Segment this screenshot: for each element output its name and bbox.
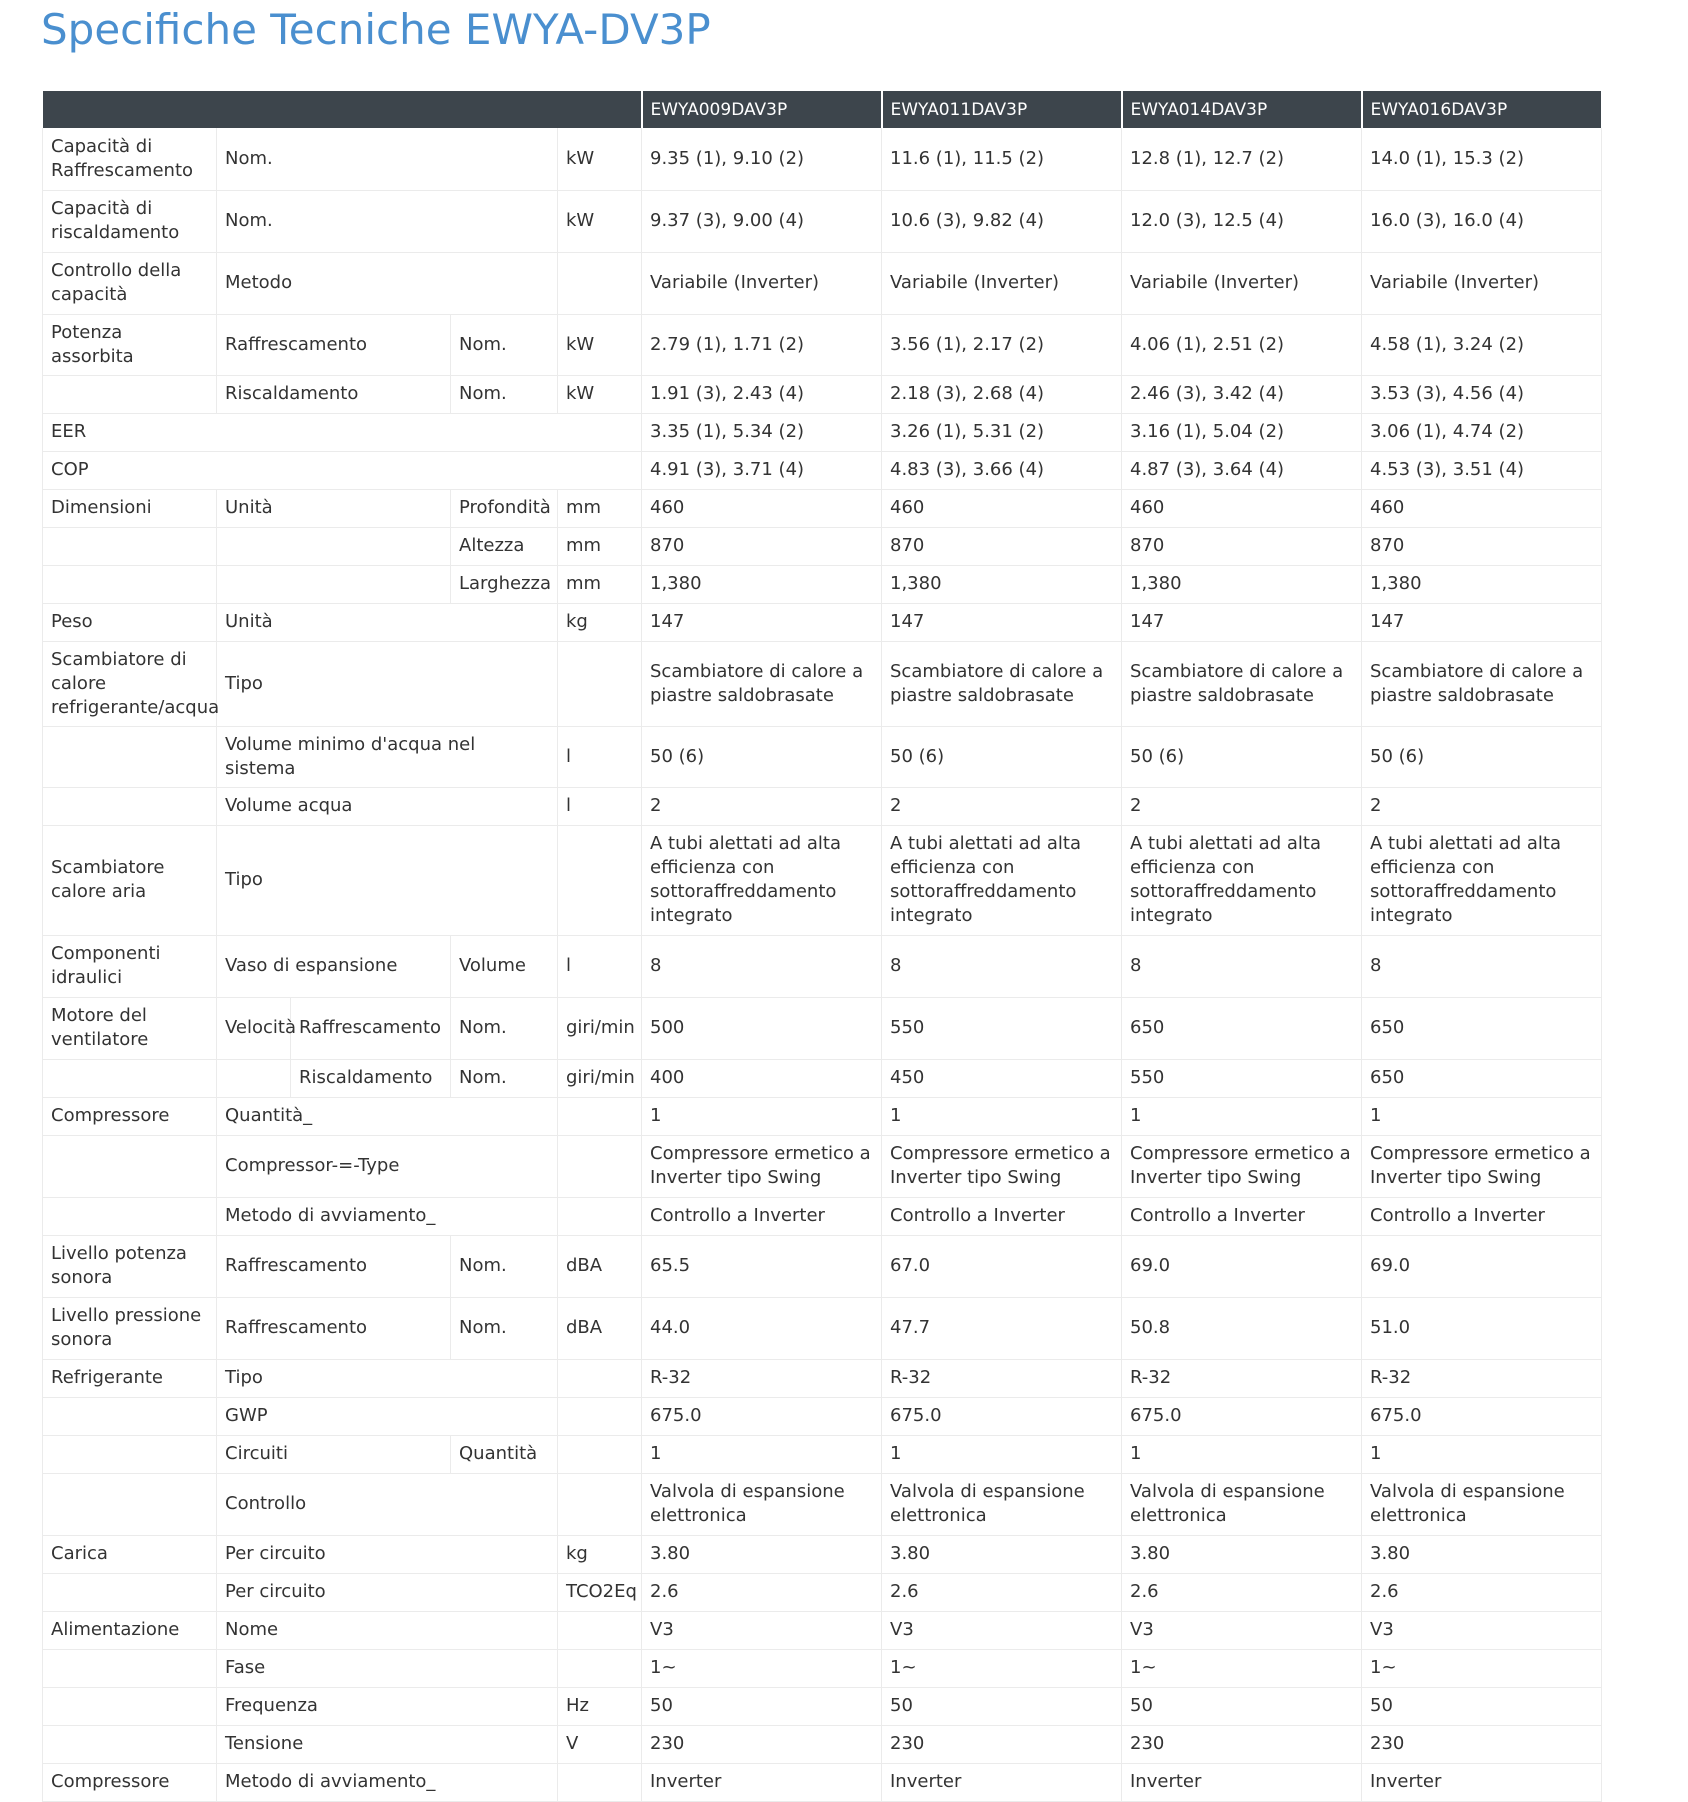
value-cell: V3 — [1122, 1611, 1362, 1649]
model-header: EWYA016DAV3P — [1362, 91, 1602, 128]
value-cell: 450 — [882, 1059, 1122, 1097]
value-cell: 1 — [882, 1435, 1122, 1473]
row-label: Livello pressione sonora — [43, 1297, 217, 1359]
row-label — [43, 1135, 217, 1197]
row-label: Alimentazione — [43, 1611, 217, 1649]
table-row — [43, 825, 1602, 935]
value-cell: 50 — [882, 1687, 1122, 1725]
value-cell: R-32 — [1122, 1359, 1362, 1397]
row-label: Controllo della capacità — [43, 252, 217, 314]
param-label: Frequenza — [217, 1687, 558, 1725]
value-cell: 44.0 — [642, 1297, 882, 1359]
value-cell: Scambiatore di calore a piastre saldobrasate — [1122, 641, 1362, 726]
value-cell: 650 — [1362, 1059, 1602, 1097]
value-cell: 3.56 (1), 2.17 (2) — [882, 314, 1122, 375]
row-label: Compressore — [43, 1097, 217, 1135]
table-row — [43, 1473, 1602, 1535]
sub-label: Nom. — [451, 1297, 558, 1359]
value-cell: 4.06 (1), 2.51 (2) — [1122, 314, 1362, 375]
value-cell: 8 — [882, 935, 1122, 997]
row-label — [43, 1725, 217, 1763]
value-cell: 1 — [1122, 1435, 1362, 1473]
unit-cell: giri/min — [558, 1059, 642, 1097]
sub-label: Profondità — [451, 489, 558, 527]
row-label: Capacità di Raffrescamento — [43, 128, 217, 190]
table-row — [43, 1197, 1602, 1235]
sub-label: Nom. — [451, 314, 558, 375]
sub-label: Nom. — [451, 997, 558, 1059]
value-cell: 1,380 — [642, 565, 882, 603]
value-cell: Variabile (Inverter) — [1362, 252, 1602, 314]
table-row — [43, 1097, 1602, 1135]
value-cell: 2.18 (3), 2.68 (4) — [882, 375, 1122, 413]
unit-cell: kW — [558, 190, 642, 252]
value-cell: 675.0 — [1122, 1397, 1362, 1435]
param-label: GWP — [217, 1397, 558, 1435]
unit-cell: l — [558, 726, 642, 787]
unit-cell — [558, 1097, 642, 1135]
row-label: Peso — [43, 603, 217, 641]
unit-cell: l — [558, 935, 642, 997]
param-label: Volume minimo d'acqua nel sistema — [217, 726, 558, 787]
header-blank — [43, 91, 642, 128]
row-label — [43, 1397, 217, 1435]
value-cell: 9.35 (1), 9.10 (2) — [642, 128, 882, 190]
unit-cell: mm — [558, 527, 642, 565]
value-cell: 650 — [1122, 997, 1362, 1059]
value-cell: 4.53 (3), 3.51 (4) — [1362, 451, 1602, 489]
row-label: Compressore — [43, 1763, 217, 1801]
table-row — [43, 314, 1602, 375]
unit-cell: kW — [558, 314, 642, 375]
value-cell: 1,380 — [1362, 565, 1602, 603]
row-label — [43, 565, 217, 603]
value-cell: Compressore ermetico a Inverter tipo Swing — [642, 1135, 882, 1197]
value-cell: 3.80 — [1122, 1535, 1362, 1573]
unit-cell: TCO2Eq — [558, 1573, 642, 1611]
value-cell: Valvola di espansione elettronica — [1362, 1473, 1602, 1535]
param-label: Tensione — [217, 1725, 558, 1763]
value-cell: A tubi alettati ad alta efficienza con sottoraffreddamento integrato — [642, 825, 882, 935]
value-cell: R-32 — [642, 1359, 882, 1397]
value-cell: A tubi alettati ad alta efficienza con sottoraffreddamento integrato — [1122, 825, 1362, 935]
unit-cell: kg — [558, 1535, 642, 1573]
value-cell: 50 — [1122, 1687, 1362, 1725]
value-cell: 1~ — [1122, 1649, 1362, 1687]
value-cell: Compressore ermetico a Inverter tipo Swing — [1362, 1135, 1602, 1197]
value-cell: 50 (6) — [1122, 726, 1362, 787]
value-cell: V3 — [642, 1611, 882, 1649]
sub-label: Volume — [451, 935, 558, 997]
speed-mode-label: Raffrescamento — [299, 1017, 442, 1038]
value-cell: 3.80 — [642, 1535, 882, 1573]
param-label: Volume acqua — [217, 787, 558, 825]
value-cell: 230 — [882, 1725, 1122, 1763]
value-cell: Variabile (Inverter) — [882, 252, 1122, 314]
unit-cell — [558, 1611, 642, 1649]
value-cell: 1,380 — [1122, 565, 1362, 603]
value-cell: 3.53 (3), 4.56 (4) — [1362, 375, 1602, 413]
value-cell: 9.37 (3), 9.00 (4) — [642, 190, 882, 252]
table-row — [43, 451, 1602, 489]
model-header: EWYA011DAV3P — [882, 91, 1122, 128]
value-cell: 4.91 (3), 3.71 (4) — [642, 451, 882, 489]
table-row — [43, 1535, 1602, 1573]
value-cell: 50.8 — [1122, 1297, 1362, 1359]
param-label: Per circuito — [217, 1535, 558, 1573]
table-row — [43, 128, 1602, 190]
value-cell: 1 — [1362, 1435, 1602, 1473]
value-cell: 50 (6) — [1362, 726, 1602, 787]
value-cell: 8 — [1362, 935, 1602, 997]
value-cell: 500 — [642, 997, 882, 1059]
unit-cell: giri/min — [558, 997, 642, 1059]
value-cell: 2.6 — [1362, 1573, 1602, 1611]
unit-cell: l — [558, 787, 642, 825]
speed-cell — [217, 1059, 451, 1097]
value-cell: Scambiatore di calore a piastre saldobrasate — [1362, 641, 1602, 726]
table-row — [43, 527, 1602, 565]
param-label: Metodo di avviamento_ — [217, 1197, 558, 1235]
unit-cell — [558, 1435, 642, 1473]
row-label: Componenti idraulici — [43, 935, 217, 997]
param-label: Metodo di avviamento_ — [217, 1763, 558, 1801]
row-label — [43, 1687, 217, 1725]
value-cell: 47.7 — [882, 1297, 1122, 1359]
table-row — [43, 726, 1602, 787]
speed-label — [217, 1060, 291, 1097]
value-cell: 67.0 — [882, 1235, 1122, 1297]
value-cell: 3.80 — [1362, 1535, 1602, 1573]
row-label: Livello potenza sonora — [43, 1235, 217, 1297]
spec-body — [43, 128, 1602, 1801]
row-label — [43, 1435, 217, 1473]
value-cell: Compressore ermetico a Inverter tipo Swing — [882, 1135, 1122, 1197]
value-cell: 460 — [1122, 489, 1362, 527]
value-cell: R-32 — [882, 1359, 1122, 1397]
unit-cell: dBA — [558, 1297, 642, 1359]
value-cell: 147 — [882, 603, 1122, 641]
value-cell: 16.0 (3), 16.0 (4) — [1362, 190, 1602, 252]
value-cell: 3.80 — [882, 1535, 1122, 1573]
value-cell: 1~ — [1362, 1649, 1602, 1687]
value-cell: Variabile (Inverter) — [642, 252, 882, 314]
unit-cell — [558, 1649, 642, 1687]
value-cell: 870 — [1362, 527, 1602, 565]
unit-cell — [558, 1763, 642, 1801]
sub-label: Quantità — [451, 1435, 558, 1473]
sub-label: Larghezza — [451, 565, 558, 603]
unit-cell — [558, 825, 642, 935]
table-row — [43, 565, 1602, 603]
value-cell: Controllo a Inverter — [642, 1197, 882, 1235]
table-row — [43, 935, 1602, 997]
unit-cell: kg — [558, 603, 642, 641]
value-cell: 675.0 — [1362, 1397, 1602, 1435]
value-cell: 65.5 — [642, 1235, 882, 1297]
row-label: Scambiatore di calore refrigerante/acqua — [43, 641, 217, 726]
row-label: Dimensioni — [43, 489, 217, 527]
row-label — [43, 726, 217, 787]
value-cell: 3.35 (1), 5.34 (2) — [642, 413, 882, 451]
param-label: Nom. — [217, 190, 558, 252]
value-cell: Scambiatore di calore a piastre saldobrasate — [882, 641, 1122, 726]
unit-cell — [558, 1473, 642, 1535]
value-cell: V3 — [1362, 1611, 1602, 1649]
table-row — [43, 252, 1602, 314]
table-row — [43, 413, 1602, 451]
unit-cell: mm — [558, 489, 642, 527]
value-cell: 675.0 — [882, 1397, 1122, 1435]
row-label — [43, 787, 217, 825]
table-row — [43, 603, 1602, 641]
table-header — [43, 91, 1602, 128]
value-cell: 2 — [882, 787, 1122, 825]
param-label: Tipo — [217, 825, 558, 935]
value-cell: 675.0 — [642, 1397, 882, 1435]
row-label — [43, 1649, 217, 1687]
value-cell: 2 — [1122, 787, 1362, 825]
row-label — [43, 1573, 217, 1611]
table-row — [43, 1235, 1602, 1297]
value-cell: 550 — [1122, 1059, 1362, 1097]
value-cell: 147 — [642, 603, 882, 641]
value-cell: 1 — [1122, 1097, 1362, 1135]
value-cell: 230 — [1362, 1725, 1602, 1763]
row-label: Scambiatore calore aria — [43, 825, 217, 935]
unit-cell: dBA — [558, 1235, 642, 1297]
value-cell: 2 — [1362, 787, 1602, 825]
value-cell: 1.91 (3), 2.43 (4) — [642, 375, 882, 413]
value-cell: 1~ — [642, 1649, 882, 1687]
unit-cell — [558, 1397, 642, 1435]
row-label — [43, 527, 217, 565]
param-label: Compressor-=-Type — [217, 1135, 558, 1197]
value-cell: 870 — [1122, 527, 1362, 565]
value-cell: 51.0 — [1362, 1297, 1602, 1359]
row-label — [43, 1197, 217, 1235]
table-row — [43, 1649, 1602, 1687]
value-cell: 1 — [882, 1097, 1122, 1135]
param-label: Circuiti — [217, 1435, 451, 1473]
value-cell: R-32 — [1362, 1359, 1602, 1397]
unit-cell: V — [558, 1725, 642, 1763]
row-label: Motore del ventilatore — [43, 997, 217, 1059]
table-row — [43, 375, 1602, 413]
value-cell: Inverter — [642, 1763, 882, 1801]
value-cell: 10.6 (3), 9.82 (4) — [882, 190, 1122, 252]
unit-cell — [558, 641, 642, 726]
unit-cell — [558, 252, 642, 314]
value-cell: 3.06 (1), 4.74 (2) — [1362, 413, 1602, 451]
unit-cell — [558, 1359, 642, 1397]
param-label: Raffrescamento — [217, 1235, 451, 1297]
value-cell: 50 (6) — [882, 726, 1122, 787]
sub-label: Nom. — [451, 1059, 558, 1097]
param-label: Raffrescamento — [217, 314, 451, 375]
value-cell: Inverter — [1122, 1763, 1362, 1801]
value-cell: Variabile (Inverter) — [1122, 252, 1362, 314]
unit-cell: kW — [558, 375, 642, 413]
param-label — [217, 565, 451, 603]
value-cell: 1 — [642, 1097, 882, 1135]
value-cell: Valvola di espansione elettronica — [642, 1473, 882, 1535]
table-row — [43, 489, 1602, 527]
param-label: Nom. — [217, 128, 558, 190]
param-label: Tipo — [217, 1359, 558, 1397]
param-label: Quantità_ — [217, 1097, 558, 1135]
value-cell: 230 — [642, 1725, 882, 1763]
page-title: Specifiche Tecniche EWYA-DV3P — [41, 5, 711, 54]
value-cell: 2 — [642, 787, 882, 825]
value-cell: 460 — [882, 489, 1122, 527]
model-header: EWYA014DAV3P — [1122, 91, 1362, 128]
value-cell: 4.83 (3), 3.66 (4) — [882, 451, 1122, 489]
param-label: Controllo — [217, 1473, 558, 1535]
param-label: Unità — [217, 489, 451, 527]
value-cell: V3 — [882, 1611, 1122, 1649]
value-cell: 12.0 (3), 12.5 (4) — [1122, 190, 1362, 252]
table-row — [43, 190, 1602, 252]
unit-cell: mm — [558, 565, 642, 603]
value-cell: 3.26 (1), 5.31 (2) — [882, 413, 1122, 451]
value-cell: Valvola di espansione elettronica — [882, 1473, 1122, 1535]
value-cell: 230 — [1122, 1725, 1362, 1763]
value-cell: 1 — [642, 1435, 882, 1473]
table-row — [43, 1611, 1602, 1649]
table-row — [43, 1725, 1602, 1763]
sub-label: Nom. — [451, 375, 558, 413]
table-row — [43, 1135, 1602, 1197]
speed-mode-label: Riscaldamento — [299, 1067, 433, 1088]
value-cell: Inverter — [882, 1763, 1122, 1801]
value-cell: 69.0 — [1122, 1235, 1362, 1297]
value-cell: Valvola di espansione elettronica — [1122, 1473, 1362, 1535]
param-label: Nome — [217, 1611, 558, 1649]
value-cell: 11.6 (1), 11.5 (2) — [882, 128, 1122, 190]
value-cell: 460 — [1362, 489, 1602, 527]
table-row — [43, 997, 1602, 1059]
table-row — [43, 1397, 1602, 1435]
value-cell: 50 — [1362, 1687, 1602, 1725]
value-cell: Controllo a Inverter — [1122, 1197, 1362, 1235]
value-cell: 50 — [642, 1687, 882, 1725]
row-label: Refrigerante — [43, 1359, 217, 1397]
value-cell: Controllo a Inverter — [882, 1197, 1122, 1235]
table-row — [43, 1297, 1602, 1359]
value-cell: Inverter — [1362, 1763, 1602, 1801]
param-label: Per circuito — [217, 1573, 558, 1611]
unit-cell: kW — [558, 128, 642, 190]
value-cell: 2.6 — [642, 1573, 882, 1611]
table-row — [43, 1763, 1602, 1801]
table-row — [43, 641, 1602, 726]
value-cell: 2.46 (3), 3.42 (4) — [1122, 375, 1362, 413]
value-cell: 650 — [1362, 997, 1602, 1059]
value-cell: Scambiatore di calore a piastre saldobrasate — [642, 641, 882, 726]
value-cell: Compressore ermetico a Inverter tipo Swing — [1122, 1135, 1362, 1197]
value-cell: 147 — [1122, 603, 1362, 641]
value-cell: 50 (6) — [642, 726, 882, 787]
value-cell: 2.6 — [882, 1573, 1122, 1611]
row-label — [43, 1473, 217, 1535]
value-cell: A tubi alettati ad alta efficienza con sottoraffreddamento integrato — [882, 825, 1122, 935]
value-cell: 12.8 (1), 12.7 (2) — [1122, 128, 1362, 190]
value-cell: Controllo a Inverter — [1362, 1197, 1602, 1235]
param-label: Raffrescamento — [217, 1297, 451, 1359]
sub-label: Altezza — [451, 527, 558, 565]
param-label: Unità — [217, 603, 558, 641]
row-label: EER — [43, 413, 642, 451]
param-label: Vaso di espansione — [217, 935, 451, 997]
table-row — [43, 787, 1602, 825]
table-row — [43, 1687, 1602, 1725]
value-cell: A tubi alettati ad alta efficienza con sottoraffreddamento integrato — [1362, 825, 1602, 935]
row-label: Capacità di riscaldamento — [43, 190, 217, 252]
value-cell: 147 — [1362, 603, 1602, 641]
value-cell: 870 — [642, 527, 882, 565]
param-label: Tipo — [217, 641, 558, 726]
row-label: Carica — [43, 1535, 217, 1573]
param-label: Fase — [217, 1649, 558, 1687]
value-cell: 8 — [1122, 935, 1362, 997]
sub-label: Nom. — [451, 1235, 558, 1297]
model-header: EWYA009DAV3P — [642, 91, 882, 128]
spec-table — [42, 91, 1603, 1802]
row-label: Potenza assorbita — [43, 314, 217, 375]
value-cell: 8 — [642, 935, 882, 997]
value-cell: 2.6 — [1122, 1573, 1362, 1611]
table-row — [43, 1435, 1602, 1473]
row-label — [43, 1059, 217, 1097]
unit-cell: Hz — [558, 1687, 642, 1725]
value-cell: 2.79 (1), 1.71 (2) — [642, 314, 882, 375]
value-cell: 870 — [882, 527, 1122, 565]
table-row — [43, 1359, 1602, 1397]
value-cell: 1,380 — [882, 565, 1122, 603]
value-cell: 550 — [882, 997, 1122, 1059]
speed-cell — [217, 997, 451, 1059]
table-row — [43, 1573, 1602, 1611]
value-cell: 69.0 — [1362, 1235, 1602, 1297]
value-cell: 4.87 (3), 3.64 (4) — [1122, 451, 1362, 489]
value-cell: 460 — [642, 489, 882, 527]
param-label — [217, 527, 451, 565]
value-cell: 1~ — [882, 1649, 1122, 1687]
speed-label: Velocità — [217, 998, 291, 1059]
value-cell: 1 — [1362, 1097, 1602, 1135]
param-label: Riscaldamento — [217, 375, 451, 413]
value-cell: 14.0 (1), 15.3 (2) — [1362, 128, 1602, 190]
unit-cell — [558, 1135, 642, 1197]
table-row — [43, 1059, 1602, 1097]
row-label — [43, 375, 217, 413]
row-label: COP — [43, 451, 642, 489]
unit-cell — [558, 1197, 642, 1235]
value-cell: 4.58 (1), 3.24 (2) — [1362, 314, 1602, 375]
value-cell: 400 — [642, 1059, 882, 1097]
value-cell: 3.16 (1), 5.04 (2) — [1122, 413, 1362, 451]
param-label: Metodo — [217, 252, 558, 314]
